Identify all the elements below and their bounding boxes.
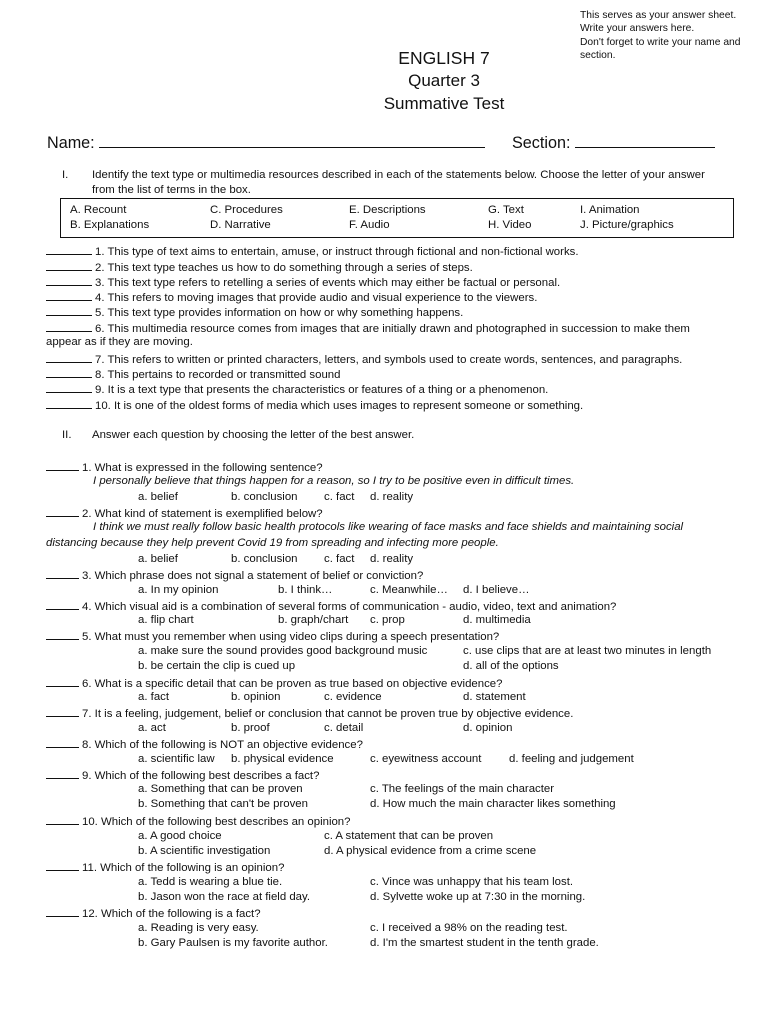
option[interactable]: b. graph/chart <box>278 614 349 626</box>
option[interactable]: b. proof <box>231 722 270 734</box>
answer-blank[interactable] <box>46 736 79 748</box>
option[interactable]: c. prop <box>370 614 405 626</box>
option[interactable]: a. act <box>138 722 166 734</box>
option[interactable]: b. I think… <box>278 584 333 596</box>
option[interactable]: d. I'm the smartest student in the tenth grade. <box>370 937 599 949</box>
option[interactable]: d. opinion <box>463 722 513 734</box>
note-line: Write your answers here. <box>580 23 695 35</box>
term: A. Recount <box>70 204 127 216</box>
question <box>46 905 261 922</box>
note-line: section. <box>580 49 616 61</box>
item-text: 8. This pertains to recorded or transmitted sound <box>95 369 341 381</box>
option[interactable]: a. Tedd is wearing a blue tie. <box>138 876 283 888</box>
answer-blank[interactable] <box>46 274 92 286</box>
section-label: Section: <box>512 134 571 152</box>
part1-instruction <box>92 168 732 199</box>
option[interactable]: d. Sylvette woke up at 7:30 in the morning. <box>370 891 586 903</box>
answer-blank[interactable] <box>46 859 79 871</box>
question <box>46 705 573 722</box>
question-text: 11. Which of the following is an opinion? <box>82 862 285 874</box>
item-text: 5. This text type provides information on how or why something happens. <box>95 307 464 319</box>
term: D. Narrative <box>210 219 271 231</box>
option[interactable]: a. Reading is very easy. <box>138 922 259 934</box>
question <box>46 628 499 645</box>
test-title: Summative Test <box>383 94 505 113</box>
question-text: 2. What kind of statement is exemplified below? <box>82 508 323 520</box>
item-text: 2. This text type teaches us how to do something through a series of steps. <box>95 262 473 274</box>
question-text: 3. Which phrase does not signal a statement of belief or conviction? <box>82 570 424 582</box>
term: F. Audio <box>349 219 390 231</box>
option[interactable]: a. belief <box>138 491 178 503</box>
answer-blank[interactable] <box>46 628 79 640</box>
term: H. Video <box>488 219 532 231</box>
question <box>46 813 350 830</box>
part1-item <box>46 381 548 398</box>
part1-item <box>46 304 463 321</box>
option[interactable]: c. eyewitness account <box>370 753 482 765</box>
question-text: 9. Which of the following best describes a fact? <box>82 770 320 782</box>
option[interactable]: a. scientific law <box>138 753 215 765</box>
question-quote: I personally believe that things happen for a reason, so I try to be positive even in difficult times. <box>93 475 575 487</box>
question-quote: distancing because they help prevent Covid 19 from spreading and infecting more people. <box>46 537 499 549</box>
answer-blank[interactable] <box>46 366 92 378</box>
option[interactable]: a. flip chart <box>138 614 194 626</box>
option[interactable]: c. use clips that are at least two minutes in length <box>463 645 712 657</box>
option[interactable]: c. I received a 98% on the reading test. <box>370 922 568 934</box>
question <box>46 567 423 584</box>
answer-blank[interactable] <box>46 705 79 717</box>
answer-blank[interactable] <box>46 675 79 687</box>
part1-roman: I. <box>62 169 69 181</box>
name-label: Name: <box>47 134 95 152</box>
answer-blank[interactable] <box>46 397 92 409</box>
question-text: 12. Which of the following is a fact? <box>82 908 261 920</box>
option[interactable]: a. belief <box>138 553 178 565</box>
option[interactable]: d. reality <box>370 491 414 503</box>
part1-item-cont: appear as if they are moving. <box>46 336 193 348</box>
answer-blank[interactable] <box>46 905 79 917</box>
option[interactable]: b. Something that can't be proven <box>138 798 308 810</box>
name-row <box>47 132 485 152</box>
note-line: This serves as your answer sheet. <box>580 10 737 21</box>
term: I. Animation <box>580 204 640 216</box>
part1-instruction-line: from the list of terms in the box. <box>92 184 251 197</box>
question-text: 8. Which of the following is NOT an objective evidence? <box>82 739 363 751</box>
option[interactable]: a. Something that can be proven <box>138 783 303 795</box>
term: G. Text <box>488 204 524 216</box>
option[interactable]: d. reality <box>370 553 414 565</box>
item-text: 9. It is a text type that presents the characteristics or features of a thing or a phenomenon. <box>95 384 549 396</box>
answer-blank[interactable] <box>46 259 92 271</box>
section-field[interactable] <box>575 132 715 148</box>
option[interactable]: a. fact <box>138 691 170 703</box>
option[interactable]: c. Vince was unhappy that his team lost. <box>370 876 574 888</box>
question-text: 5. What must you remember when using video clips during a speech presentation? <box>82 631 500 643</box>
option[interactable]: a. In my opinion <box>138 584 219 596</box>
part2-instruction: Answer each question by choosing the letter of the best answer. <box>92 429 415 441</box>
answer-blank[interactable] <box>46 567 79 579</box>
option[interactable]: a. make sure the sound provides good background music <box>138 645 428 657</box>
part1-item <box>46 397 583 414</box>
option[interactable]: b. be certain the clip is cued up <box>138 660 296 672</box>
subject-title: ENGLISH 7 <box>398 48 490 68</box>
answer-blank[interactable] <box>46 813 79 825</box>
question-text: 1. What is expressed in the following sentence? <box>82 462 323 474</box>
quarter-title: Quarter 3 <box>408 71 480 90</box>
part1-instruction-line: Identify the text type or multimedia resources described in each of the statements below. Choose the letter of your answer <box>92 169 705 181</box>
option[interactable]: c. fact <box>324 553 355 565</box>
option[interactable]: b. Gary Paulsen is my favorite author. <box>138 937 328 949</box>
answer-blank[interactable] <box>46 289 92 301</box>
question-text: 10. Which of the following best describes an opinion? <box>82 816 351 828</box>
answer-blank[interactable] <box>46 243 92 255</box>
item-text: 1. This type of text aims to entertain, amuse, or instruct through fictional and non-fictional works. <box>95 246 579 258</box>
option[interactable]: b. opinion <box>231 691 281 703</box>
option[interactable]: c. fact <box>324 491 355 503</box>
term: E. Descriptions <box>349 204 426 216</box>
answer-blank[interactable] <box>46 351 92 363</box>
option[interactable]: d. I believe… <box>463 584 530 596</box>
question-quote: I think we must really follow basic health protocols like wearing of face masks and face shields and maintaining social <box>93 521 684 533</box>
option[interactable]: c. detail <box>324 722 364 734</box>
term: J. Picture/graphics <box>580 219 674 231</box>
item-text: 4. This refers to moving images that provide audio and visual experience to the viewers. <box>95 292 538 304</box>
answer-blank[interactable] <box>46 767 79 779</box>
option[interactable]: d. feeling and judgement <box>509 753 634 765</box>
option[interactable]: d. statement <box>463 691 526 703</box>
option[interactable]: c. A statement that can be proven <box>324 830 494 842</box>
option[interactable]: b. conclusion <box>231 491 298 503</box>
name-field[interactable] <box>99 132 485 148</box>
answer-blank[interactable] <box>46 320 92 332</box>
answer-blank[interactable] <box>46 304 92 316</box>
section-row <box>512 132 715 152</box>
answer-blank[interactable] <box>46 505 79 517</box>
part2-roman: II. <box>62 429 72 441</box>
question-text: 6. What is a specific detail that can be proven as true based on objective evidence? <box>82 678 503 690</box>
option[interactable]: c. Meanwhile… <box>370 584 448 596</box>
answer-blank[interactable] <box>46 381 92 393</box>
item-text: 3. This text type refers to retelling a series of events which may either be factual or personal. <box>95 277 561 289</box>
option[interactable]: d. multimedia <box>463 614 531 626</box>
option[interactable]: b. Jason won the race at field day. <box>138 891 311 903</box>
answer-blank[interactable] <box>46 598 79 610</box>
note-line: Don't forget to write your name and <box>580 36 741 48</box>
item-text: 10. It is one of the oldest forms of media which uses images to represent someone or something. <box>95 400 584 412</box>
terms-box <box>60 198 734 238</box>
option[interactable]: d. A physical evidence from a crime scene <box>324 845 537 857</box>
option[interactable]: d. all of the options <box>463 660 559 672</box>
item-text: 7. This refers to written or printed characters, letters, and symbols used to create words, sentences, and paragraphs. <box>95 354 683 366</box>
term: C. Procedures <box>210 204 283 216</box>
question-text: 4. Which visual aid is a combination of several forms of communication - audio, video, text and animation? <box>82 601 617 613</box>
option[interactable]: b. physical evidence <box>231 753 334 765</box>
question-text: 7. It is a feeling, judgement, belief or conclusion that cannot be proven true by objective evidence. <box>82 708 574 720</box>
question <box>46 736 363 753</box>
option[interactable]: a. A good choice <box>138 830 222 842</box>
item-text: 6. This multimedia resource comes from images that are initially drawn and photographed in succession to make them <box>95 323 690 335</box>
option[interactable]: c. The feelings of the main character <box>370 783 555 795</box>
term: B. Explanations <box>70 219 150 231</box>
part1-item <box>46 243 579 260</box>
answer-blank[interactable] <box>46 459 79 471</box>
question <box>46 859 284 876</box>
option[interactable]: b. conclusion <box>231 553 298 565</box>
option[interactable]: b. A scientific investigation <box>138 845 271 857</box>
option[interactable]: d. How much the main character likes something <box>370 798 616 810</box>
option[interactable]: c. evidence <box>324 691 382 703</box>
